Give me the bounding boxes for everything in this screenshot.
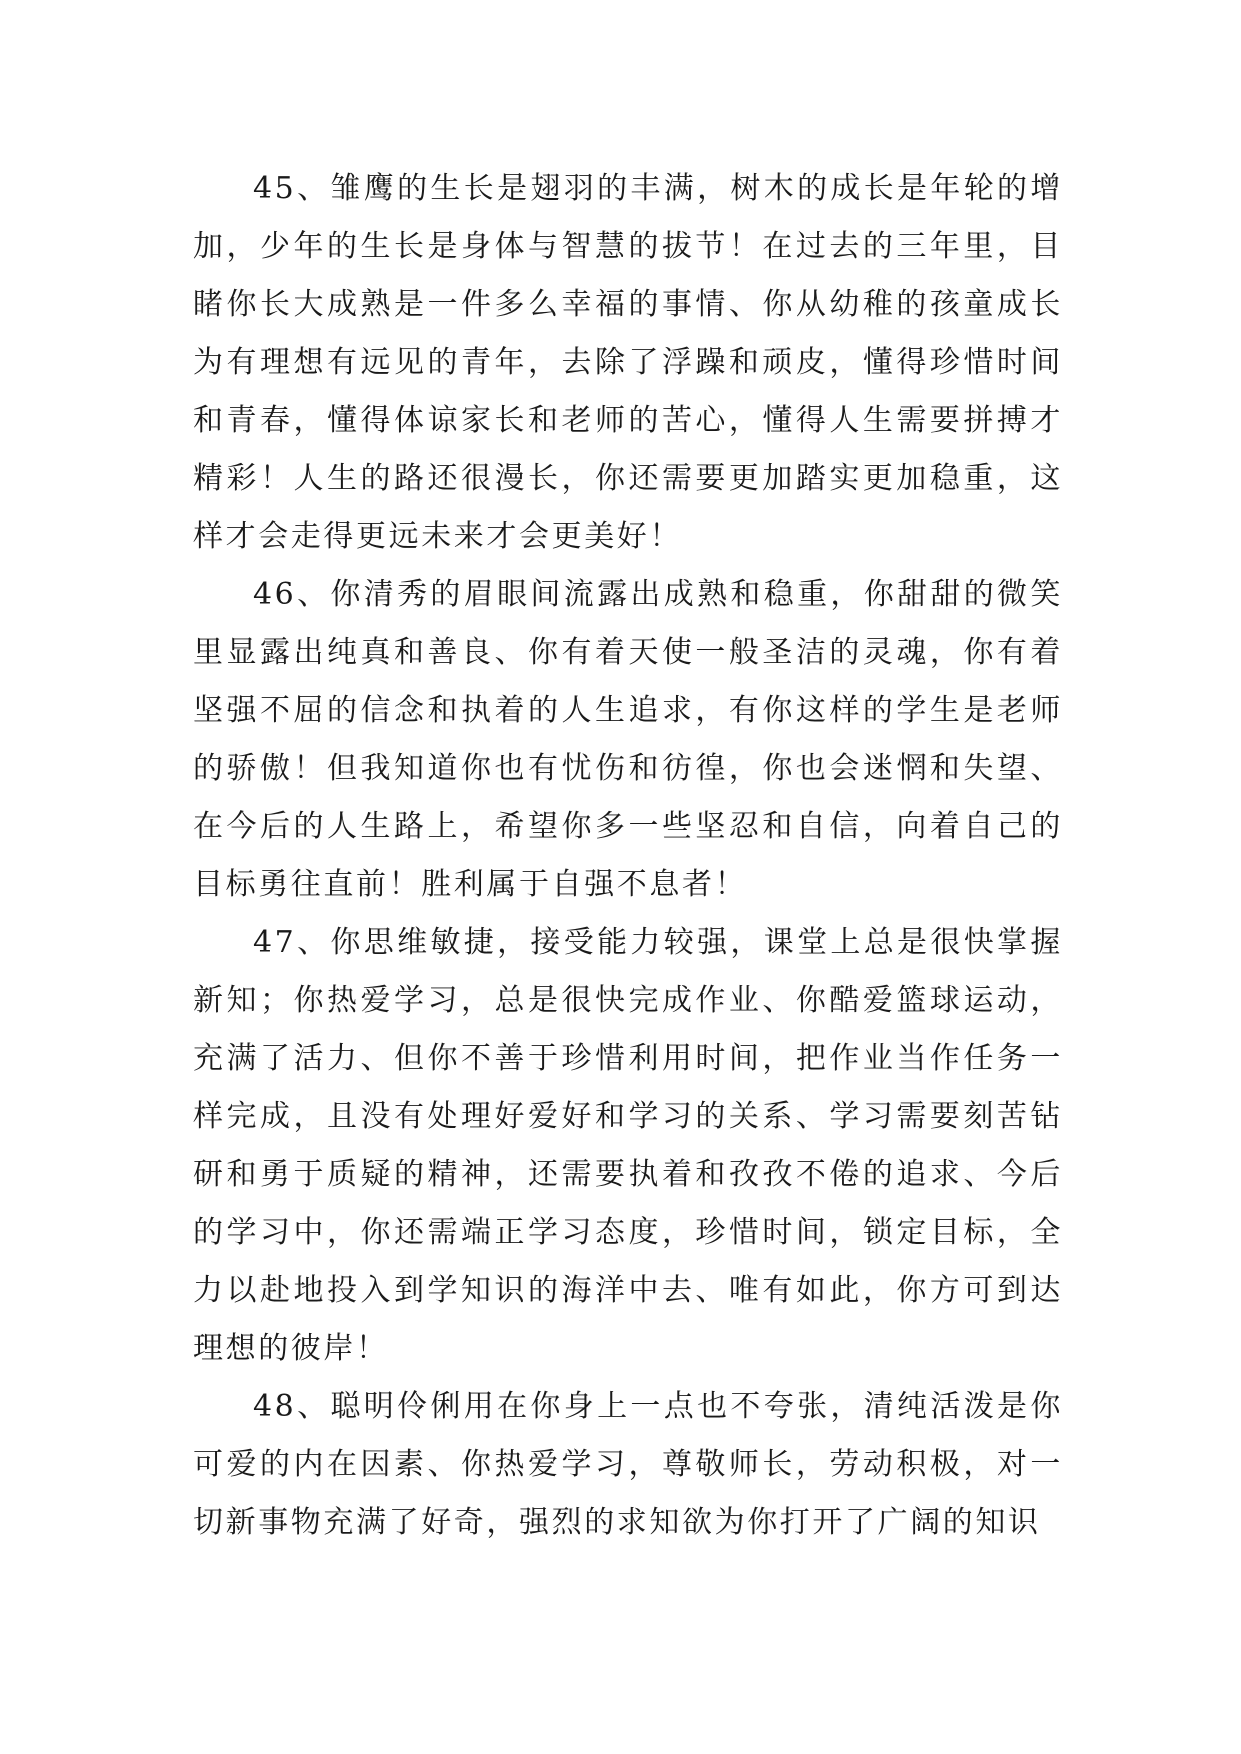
paragraph-47: 47、你思维敏捷，接受能力较强，课堂上总是很快掌握新知；你热爱学习，总是很快完成作业、你酷爱篮球运动，充满了活力、但你不善于珍惜利用时间，把作业当作任务一样完成，且没有处理好爱好和学习的关系、学习需要刻苦钻研和勇于质疑的精神，还需要执着和孜孜不倦的追求、今后的学习中，你还需端正学习态度，珍惜时间，锁定目标，全力以赴地投入到学知识的海洋中去、唯有如此，你方可到达理想的彼岸！ xyxy=(193,925,1063,1366)
paragraph-46: 46、你清秀的眉眼间流露出成熟和稳重，你甜甜的微笑里显露出纯真和善良、你有着天使一般圣洁的灵魂，你有着坚强不屈的信念和执着的人生追求，有你这样的学生是老师的骄傲！但我知道你也有忧伤和彷徨，你也会迷惘和失望、在今后的人生路上，希望你多一些坚忍和自信，向着自己的目标勇往直前！胜利属于自强不息者！ xyxy=(193,577,1063,902)
paragraph-48: 48、聪明伶俐用在你身上一点也不夸张，清纯活泼是你可爱的内在因素、你热爱学习，尊敬师长，劳动积极，对一切新事物充满了好奇，强烈的求知欲为你打开了广阔的知识 xyxy=(193,1389,1063,1540)
paragraph-45: 45、雏鹰的生长是翅羽的丰满，树木的成长是年轮的增加，少年的生长是身体与智慧的拔节！在过去的三年里，目睹你长大成熟是一件多么幸福的事情、你从幼稚的孩童成长为有理想有远见的青年，去除了浮躁和顽皮，懂得珍惜时间和青春，懂得体谅家长和老师的苦心，懂得人生需要拼搏才精彩！人生的路还很漫长，你还需要更加踏实更加稳重，这样才会走得更远未来才会更美好！ xyxy=(193,171,1063,554)
document-body xyxy=(193,160,1063,1552)
